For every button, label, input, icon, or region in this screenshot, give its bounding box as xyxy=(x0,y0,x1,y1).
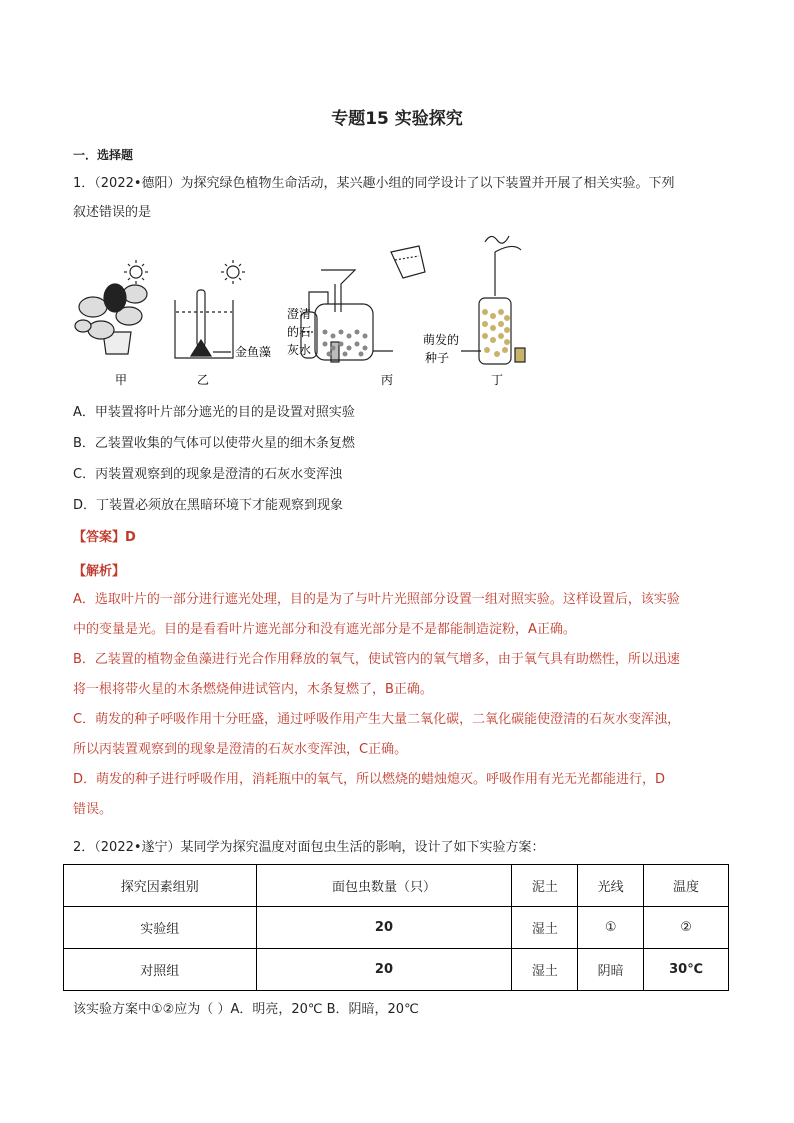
label-limewater-2: 的石 xyxy=(287,325,312,339)
table-cell: 20 xyxy=(256,949,512,991)
table-cell: ① xyxy=(578,907,644,949)
table-cell: 湿土 xyxy=(512,907,578,949)
analysis-a-line1: A．选取叶片的一部分进行遮光处理，目的是为了与叶片光照部分设置一组对照实验。这样设置后，该实验 xyxy=(73,592,680,607)
label-ding: 丁 xyxy=(491,373,504,387)
seed-jar-icon xyxy=(461,236,525,364)
table-header-cell: 温度 xyxy=(644,865,729,907)
table-header-row xyxy=(64,865,729,907)
table-cell: 实验组 xyxy=(64,907,257,949)
q1-stem-line1: 1．（2022•德阳）为探究绿色植物生命活动，某兴趣小组的同学设计了以下装置并开展了相关实验。下列 xyxy=(73,176,675,191)
q2-question-tail: 该实验方案中①②应为（ ）A．明亮，20℃ B．阴暗，20℃ xyxy=(73,1002,419,1017)
analysis-c-line2: 所以丙装置观察到的现象是澄清的石灰水变浑浊，C正确。 xyxy=(73,742,408,757)
q1-analysis-label: 【解析】 xyxy=(73,564,126,579)
potted-plant-icon xyxy=(75,284,147,354)
q2-stem: 2．（2022•遂宁）某同学为探究温度对面包虫生活的影响，设计了如下实验方案： xyxy=(73,840,545,855)
label-seeds-1: 萌发的 xyxy=(423,333,460,347)
table-cell: ② xyxy=(644,907,729,949)
q1-answer: 【答案】D xyxy=(73,530,136,545)
analysis-a-line2: 中的变量是光。目的是看看叶片遮光部分和没有遮光部分是不是都能制造淀粉，A正确。 xyxy=(73,622,576,637)
table-header-cell: 探究因素组别 xyxy=(64,865,257,907)
analysis-d-line2: 错误。 xyxy=(73,802,113,817)
table-cell: 30℃ xyxy=(644,949,729,991)
q1-analysis xyxy=(73,585,723,825)
q1-stem xyxy=(73,169,723,227)
q1-figure xyxy=(73,232,533,392)
q1-stem-line2: 叙述错误的是 xyxy=(73,205,152,220)
label-bing: 丙 xyxy=(381,373,394,387)
table-row xyxy=(64,907,729,949)
table-header-cell: 泥土 xyxy=(512,865,578,907)
analysis-c-line1: C．萌发的种子呼吸作用十分旺盛，通过呼吸作用产生大量二氧化碳，二氧化碳能使澄清的石灰水变浑浊， xyxy=(73,712,681,727)
q1-option-b: B．乙装置收集的气体可以使带火星的细木条复燃 xyxy=(73,436,355,451)
analysis-d-line1: D．萌发的种子进行呼吸作用，消耗瓶中的氧气，所以燃烧的蜡烛熄灭。呼吸作用有光无光都能进行，D xyxy=(73,772,666,787)
q2-table xyxy=(63,864,729,991)
label-goldfish-weed: 金鱼藻 xyxy=(235,345,272,359)
analysis-b-line1: B．乙装置的植物金鱼藻进行光合作用释放的氧气，使试管内的氧气增多，由于氧气具有助燃性，所以迅速 xyxy=(73,652,680,667)
table-header-cell: 面包虫数量（只） xyxy=(256,865,512,907)
table-cell: 阴暗 xyxy=(578,949,644,991)
label-seeds-2: 种子 xyxy=(425,351,450,365)
table-cell: 20 xyxy=(256,907,512,949)
label-yi: 乙 xyxy=(197,373,210,387)
q1-option-d: D．丁装置必须放在黑暗环境下才能观察到现象 xyxy=(73,498,344,513)
beaker-icon xyxy=(175,290,233,358)
table-row xyxy=(64,949,729,991)
q1-option-c: C．丙装置观察到的现象是澄清的石灰水变浑浊 xyxy=(73,467,343,482)
table-cell: 湿土 xyxy=(512,949,578,991)
label-jia: 甲 xyxy=(115,373,128,387)
label-limewater-3: 灰水 xyxy=(287,343,312,357)
section-heading: 一．选择题 xyxy=(73,148,134,162)
table-cell: 对照组 xyxy=(64,949,257,991)
sun-icon-2 xyxy=(221,260,245,284)
label-limewater-1: 澄清 xyxy=(287,307,312,321)
page-title: 专题15 实验探究 xyxy=(331,109,463,129)
sun-icon-1 xyxy=(124,260,148,284)
flask-apparatus-icon xyxy=(301,246,425,362)
table-header-cell: 光线 xyxy=(578,865,644,907)
analysis-b-line2: 将一根将带火星的木条燃烧伸进试管内，木条复燃了，B正确。 xyxy=(73,682,433,697)
q1-option-a: A．甲装置将叶片部分遮光的目的是设置对照实验 xyxy=(73,405,355,420)
